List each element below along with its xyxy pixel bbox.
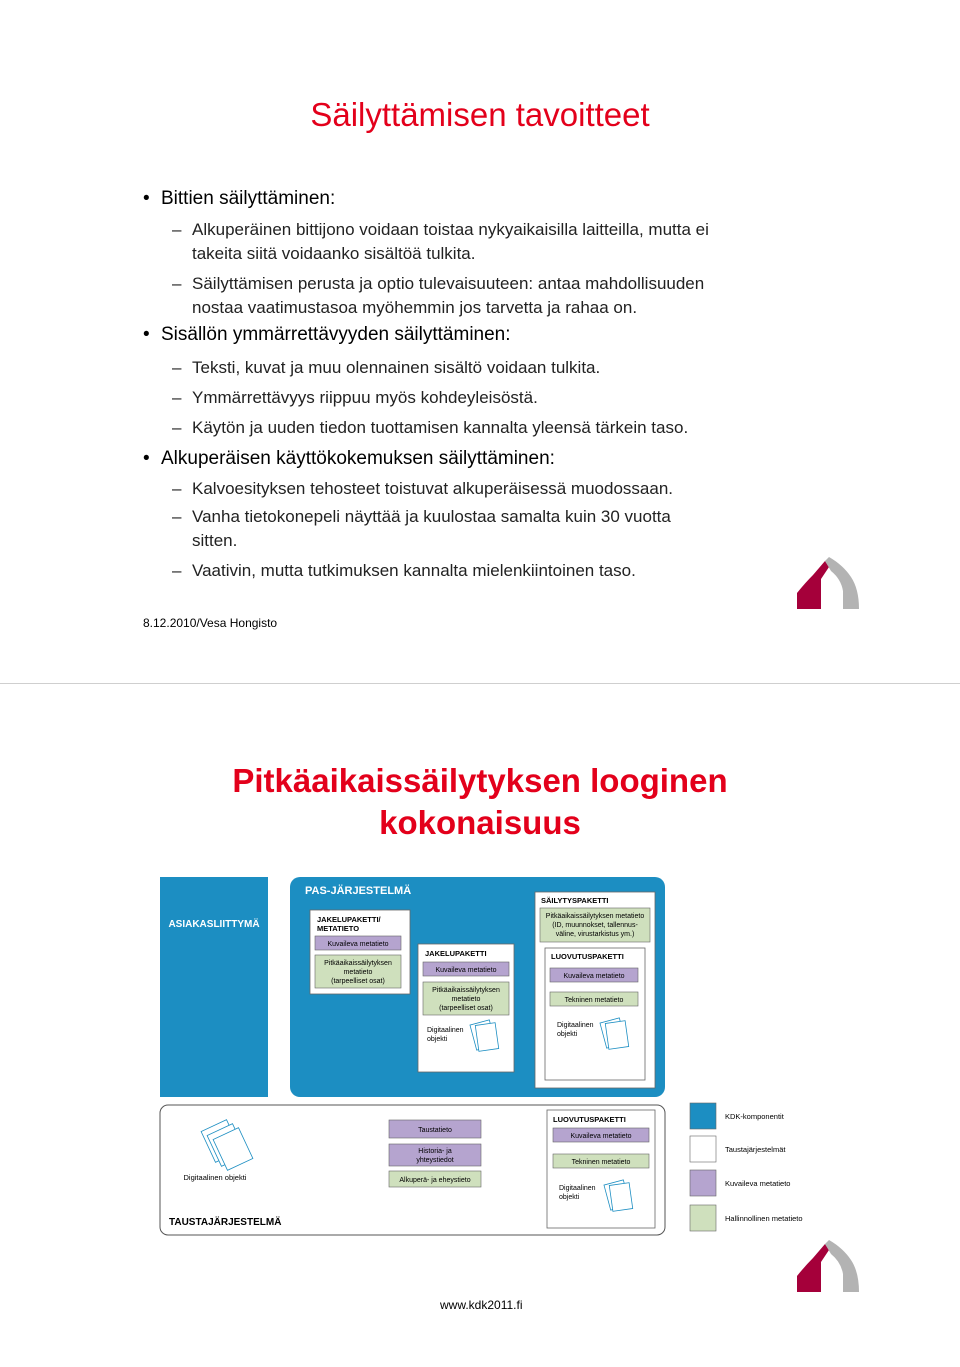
slide2-title-line: kokonaisuus <box>379 804 581 841</box>
pas-system-label: PAS-JÄRJESTELMÄ <box>305 885 412 897</box>
chip-label: Historia- ja <box>418 1148 452 1155</box>
legend-label: Taustajärjestelmät <box>725 1145 786 1154</box>
slide2-title <box>0 760 960 844</box>
legend-label: Kuvaileva metatieto <box>725 1179 791 1188</box>
client-interface-label: ASIAKASLIITTYMÄ <box>168 919 260 930</box>
sub-item-text: Säilyttämisen perusta ja optio tulevaisuuteen: antaa mahdollisuuden <box>192 274 705 293</box>
sub-item: – Teksti, kuvat ja muu olennainen sisältö voidaan tulkita. <box>172 356 832 380</box>
sub-item-text: Vaativin, mutta tutkimuksen kannalta mielenkiintoinen taso. <box>192 561 636 580</box>
bullet-text: Bittien säilyttäminen: <box>161 188 336 209</box>
logo-icon <box>795 555 863 611</box>
sub-item-text: Ymmärrettävyys riippuu myös kohdeyleisöstä. <box>192 388 538 407</box>
sub-item-text: nostaa vaatimustasoa myöhemmin jos tarvetta ja rahaa on. <box>192 298 638 317</box>
chip-label: Tekninen metatieto <box>571 1159 631 1166</box>
sub-item: – Kalvoesityksen tehosteet toistuvat alkuperäisessä muodossaan. <box>172 477 832 501</box>
chip-label: Pitkäaikaissäilytyksen <box>432 987 500 994</box>
chip-label: Tekninen metatieto <box>564 997 624 1004</box>
legend-swatch-admin <box>690 1205 716 1231</box>
chip-label: Pitkäaikaissäilytyksen metatieto <box>545 913 645 920</box>
sub-item-text: Käytön ja uuden tiedon tuottamisen kannalta yleensä tärkein taso. <box>192 418 689 437</box>
sub-item: – Ymmärrettävyys riippuu myös kohdeyleisöstä. <box>172 386 832 410</box>
legend-swatch-kdk <box>690 1103 716 1129</box>
chip-label: metatieto <box>451 996 481 1003</box>
background-system-label: TAUSTAJÄRJESTELMÄ <box>169 1217 282 1228</box>
chip-label: Digitaalinen <box>427 1027 464 1034</box>
bullet-dot: • <box>143 188 150 209</box>
legend <box>690 1103 803 1231</box>
legend-swatch-background <box>690 1136 716 1162</box>
sub-item-text: Vanha tietokonepeli näyttää ja kuulostaa samalta kuin 30 vuotta <box>192 507 671 526</box>
chip-label: (ID, muunnokset, tallennus- <box>552 922 638 929</box>
sub-item: – Käytön ja uuden tiedon tuottamisen kannalta yleensä tärkein taso. <box>172 416 832 440</box>
chip-label: objekti <box>427 1036 448 1043</box>
chip-label: Pitkäaikaissäilytyksen <box>324 960 392 967</box>
chip-label: Kuvaileva metatieto <box>563 973 625 980</box>
chip-label: Digitaalinen <box>559 1185 596 1192</box>
box-heading: SÄILYTYSPAKETTI <box>541 896 609 905</box>
legend-label: KDK-komponentit <box>725 1112 784 1121</box>
page-divider <box>0 683 960 684</box>
slide2-footer: www.kdk2011.fi <box>440 1298 523 1312</box>
sub-item-text: Teksti, kuvat ja muu olennainen sisältö voidaan tulkita. <box>192 358 601 377</box>
sub-item-text: sitten. <box>192 531 238 550</box>
sub-item-text: Kalvoesityksen tehosteet toistuvat alkuperäisessä muodossaan. <box>192 479 673 498</box>
chip-label: objekti <box>559 1194 580 1201</box>
chip-label: objekti <box>557 1031 578 1038</box>
slide1-footer: 8.12.2010/Vesa Hongisto <box>143 616 278 630</box>
sub-item-text: takeita siitä voidaanko sisältöä tulkita. <box>192 244 476 263</box>
chip-label: Digitaalinen objekti <box>183 1173 247 1182</box>
submission-package-box <box>547 1110 655 1228</box>
sub-item-text: Alkuperäinen bittijono voidaan toistaa nykyaikaisilla laitteilla, mutta ei <box>192 220 709 239</box>
box-heading: LUOVUTUSPAKETTI <box>553 1115 626 1124</box>
bullet-text: Alkuperäisen käyttökokemuksen säilyttäminen: <box>161 448 555 469</box>
chip-label: Kuvaileva metatieto <box>570 1133 632 1140</box>
chip-label: väline, virustarkistus ym.) <box>555 931 635 938</box>
bullet-dot: • <box>143 324 150 345</box>
sub-item: – Vaativin, mutta tutkimuksen kannalta mielenkiintoinen taso. <box>172 559 832 583</box>
logo-icon <box>795 1238 863 1294</box>
chip-label: Kuvaileva metatieto <box>327 941 389 948</box>
chip-label: Taustatieto <box>418 1127 452 1134</box>
client-interface-box <box>160 877 268 1097</box>
chip-label: Alkuperä- ja eheystieto <box>399 1177 471 1184</box>
chip-label: (tarpeelliset osat) <box>331 978 385 985</box>
sub-item: – Vanha tietokonepeli näyttää ja kuulostaa samalta kuin 30 vuotta sitten. <box>172 505 832 553</box>
chip-label: (tarpeelliset osat) <box>439 1005 493 1012</box>
box-heading: METATIETO <box>317 924 360 933</box>
slide1-title: Säilyttämisen tavoitteet <box>310 96 650 133</box>
legend-label: Hallinnollinen metatieto <box>725 1214 803 1223</box>
chip-label: Digitaalinen <box>557 1022 594 1029</box>
sub-item: – Alkuperäinen bittijono voidaan toistaa nykyaikaisilla laitteilla, mutta ei takeita siitä voidaanko sisältöä tulkita. <box>172 218 832 266</box>
chip-label: Kuvaileva metatieto <box>435 967 497 974</box>
pas-architecture-diagram <box>155 872 835 1242</box>
slide2-title-line: Pitkäaikaissäilytyksen looginen <box>232 762 728 799</box>
legend-swatch-descriptive <box>690 1170 716 1196</box>
box-heading: JAKELUPAKETTI <box>425 949 487 958</box>
chip-label: metatieto <box>343 969 373 976</box>
box-heading: LUOVUTUSPAKETTI <box>551 952 624 961</box>
bullet-dot: • <box>143 448 150 469</box>
sub-item: – Säilyttämisen perusta ja optio tulevaisuuteen: antaa mahdollisuuden nostaa vaatimustasoa myöhemmin jos tarvetta ja rahaa on. <box>172 272 832 320</box>
chip-label: yhteystiedot <box>416 1157 454 1164</box>
box-heading: JAKELUPAKETTI/ <box>317 915 381 924</box>
bullet-text: Sisällön ymmärrettävyyden säilyttäminen: <box>161 324 511 345</box>
